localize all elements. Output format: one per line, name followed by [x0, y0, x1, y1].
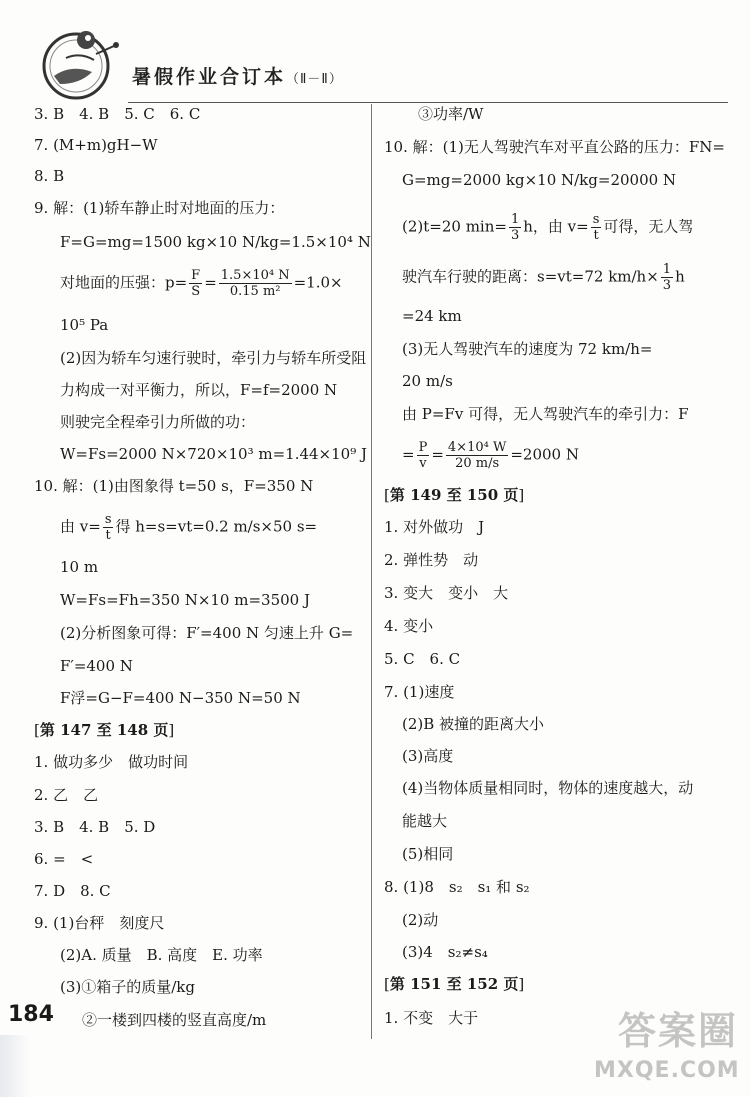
text: 对地面的压强：p= — [60, 273, 188, 292]
text: h，由 v= — [523, 217, 589, 236]
logo-icon — [36, 24, 122, 102]
text: = — [204, 273, 217, 292]
answer-line: 8. (1)8 s₂ s₁ 和 s₂ — [384, 878, 530, 896]
section-heading: [ 第 147 至 148 页 ] — [34, 720, 174, 740]
numerator: s — [104, 512, 112, 527]
answer-line: 4. 变小 — [384, 617, 434, 635]
fraction — [417, 440, 430, 471]
answer-line: 力构成一对平衡力，所以，F=f=2000 N — [60, 381, 338, 399]
corner-decoration — [0, 1035, 30, 1097]
answer-line: 10. 解：(1)由图象得 t=50 s，F=350 N — [34, 477, 314, 495]
denominator: v — [419, 456, 427, 471]
answer-line: 3. 变大 变小 大 — [384, 584, 509, 602]
formula-line — [402, 440, 579, 471]
answer-line: (2)因为轿车匀速行驶时，牵引力与轿车所受阻 — [60, 349, 367, 367]
answer-line: 3. B 4. B 5. D — [34, 818, 156, 836]
formula-line — [402, 212, 693, 243]
formula-line — [402, 262, 685, 293]
denominator: 0.15 m² — [229, 284, 281, 299]
answer-line: (5)相同 — [402, 845, 454, 863]
answer-line: =24 km — [402, 307, 462, 325]
answer-line: 10 m — [60, 558, 99, 576]
answer-line: 1. 做功多少 做功时间 — [34, 753, 189, 771]
volume-label: （Ⅱ－Ⅱ） — [286, 72, 343, 87]
watermark — [590, 1000, 750, 1097]
answer-line: 1. 对外做功 J — [384, 518, 485, 536]
formula-line — [60, 268, 343, 299]
answer-line: ②一楼到四楼的竖直高度/m — [82, 1011, 267, 1029]
answer-line: (3)①箱子的质量/kg — [60, 978, 195, 996]
fraction — [219, 268, 292, 299]
text: =1.0× — [293, 273, 343, 292]
answer-line: ③功率/W — [418, 105, 484, 123]
answer-line: (4)当物体质量相同时，物体的速度越大，动 — [402, 779, 694, 797]
numerator: s — [592, 212, 600, 227]
fraction — [509, 212, 521, 243]
answer-line: 7. D 8. C — [34, 882, 111, 900]
watermark-logo-text: 答案圈 — [618, 1009, 739, 1053]
answer-line: (2)B 被撞的距离大小 — [402, 715, 545, 733]
numerator: 1 — [662, 262, 672, 277]
section-heading: [ 第 149 至 150 页 ] — [384, 485, 524, 505]
answer-line: 则驶完全程牵引力所做的功： — [60, 413, 256, 431]
answer-line: (2)分析图象可得：F′=400 N 匀速上升 G= — [60, 624, 354, 642]
text: 得 h=s=vt=0.2 m/s×50 s= — [115, 517, 318, 536]
header-rule — [128, 102, 728, 103]
denominator: S — [191, 284, 201, 299]
answer-line: 1. 不变 大于 — [384, 1009, 479, 1027]
book-title — [132, 62, 343, 89]
answer-line: 2. 乙 乙 — [34, 786, 99, 804]
answer-line: 7. (M+m)gH−W — [34, 136, 158, 154]
denominator: 20 m/s — [455, 456, 500, 471]
answer-line: F=G=mg=1500 kg×10 N/kg=1.5×10⁴ N — [60, 233, 371, 251]
book-title-text: 暑假作业合订本 — [132, 66, 287, 88]
text: =2000 N — [510, 445, 579, 464]
text: 可得，无人驾 — [603, 217, 694, 236]
text: h — [675, 267, 685, 286]
answer-line: (2)A. 质量 B. 高度 E. 功率 — [60, 946, 263, 964]
answer-line: 2. 弹性势 动 — [384, 551, 479, 569]
watermark-url: MXQE.COM — [594, 1058, 740, 1083]
numerator: 1.5×10⁴ N — [220, 268, 290, 283]
answer-line: (3)无人驾驶汽车的速度为 72 km/h= — [402, 340, 653, 358]
numerator: P — [418, 440, 428, 455]
answer-line: F′=400 N — [60, 657, 133, 675]
answer-line: G=mg=2000 kg×10 N/kg=20000 N — [402, 171, 677, 189]
text: = — [402, 445, 415, 464]
answer-line: 8. B — [34, 167, 65, 185]
denominator: t — [593, 228, 599, 243]
answer-line: 7. (1)速度 — [384, 683, 455, 701]
answer-line: (2)动 — [402, 911, 439, 929]
answer-line: 10. 解：(1)无人驾驶汽车对平直公路的压力：FN= — [384, 138, 725, 156]
answer-line: W=Fs=2000 N×720×10³ m=1.44×10⁹ J — [60, 445, 368, 463]
answer-line: 能越大 — [402, 812, 448, 830]
answer-line: 20 m/s — [402, 372, 453, 390]
answer-line: 由 P=Fv 可得，无人驾驶汽车的牵引力：F — [402, 405, 689, 423]
answer-line: 5. C 6. C — [384, 650, 461, 668]
text: = — [431, 445, 444, 464]
answer-line: 9. 解：(1)轿车静止时对地面的压力： — [34, 199, 285, 217]
numerator: 4×10⁴ W — [447, 440, 507, 455]
fraction — [661, 262, 673, 293]
answer-line: 3. B 4. B 5. C 6. C — [34, 105, 201, 123]
numerator: 1 — [510, 212, 520, 227]
fraction — [103, 512, 114, 543]
denominator: 3 — [510, 228, 520, 243]
answer-line: 9. (1)台秤 刻度尺 — [34, 914, 165, 932]
text: (2)t=20 min= — [402, 217, 507, 236]
answer-line: (3)高度 — [402, 747, 454, 765]
text: 驶汽车行驶的距离：s=vt=72 km/h× — [402, 267, 659, 286]
denominator: 3 — [662, 278, 672, 293]
answer-line: 6. = < — [34, 850, 94, 868]
formula-line — [60, 512, 317, 543]
answer-line: (3)4 s₂≠s₄ — [402, 943, 488, 961]
answer-line: F浮=G−F=400 N−350 N=50 N — [60, 689, 301, 707]
answer-line: 10⁵ Pa — [60, 316, 109, 334]
fraction — [189, 268, 202, 299]
answer-line: W=Fs=Fh=350 N×10 m=3500 J — [60, 591, 310, 609]
fraction — [591, 212, 602, 243]
page-number: 184 — [8, 1002, 54, 1027]
page-header — [30, 22, 710, 92]
section-heading: [ 第 151 至 152 页 ] — [384, 974, 524, 994]
column-divider — [371, 104, 372, 1039]
denominator: t — [105, 528, 111, 543]
numerator: F — [191, 268, 201, 283]
fraction — [446, 440, 508, 471]
text: 由 v= — [60, 517, 101, 536]
